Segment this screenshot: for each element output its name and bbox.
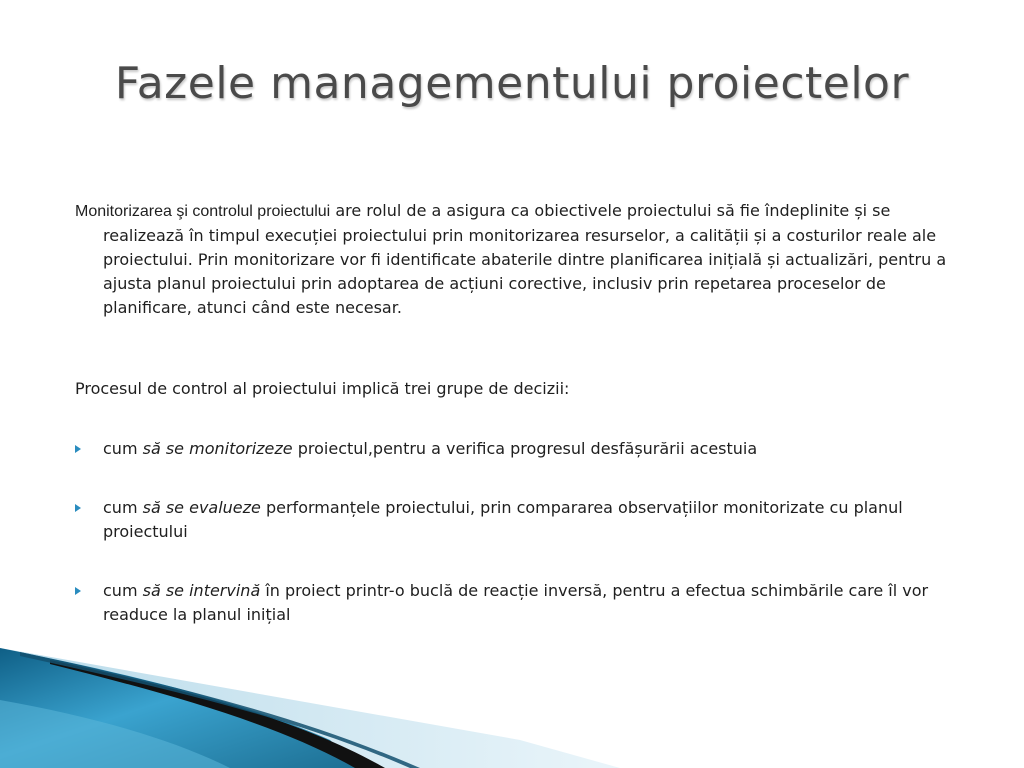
monitoring-paragraph: [75, 199, 955, 320]
bullet-italic: să se evalueze: [142, 498, 261, 517]
bullet-text: [103, 496, 953, 544]
bullet-italic: să se monitorizeze: [142, 439, 293, 458]
slide-title: Fazele managementului proiectelor: [114, 58, 910, 109]
bullet-rest: proiectul,pentru a verifica progresul desfășurării acestuia: [292, 439, 758, 458]
bullet-text: [103, 437, 953, 461]
wave-light-band: [0, 700, 230, 768]
triangle-bullet-icon: [75, 445, 81, 453]
triangle-bullet-icon: [75, 587, 81, 595]
bullet-italic: să se intervină: [142, 581, 261, 600]
control-intro: Procesul de control al proiectului implică trei grupe de decizii:: [75, 379, 570, 398]
wave-dark-line: [20, 652, 420, 768]
wave-pale-band: [0, 648, 620, 768]
bullet-prefix: cum: [103, 439, 143, 458]
monitoring-text: are rolul de a asigura ca obiectivele proiectului să fie îndeplinite și se realizează în timpul execuției proiectului prin monitorizarea resurselor, a calității și a costurilor reale ale proiectului. Prin monitorizare vor fi identificate abaterile dintre planificarea inițială și actualizări, pentru a ajusta planul proiectului prin adoptarea de acțiuni corective, inclusiv prin repetarea proceselor de planificare, atunci când este necesar.: [103, 201, 947, 317]
bullet-rest: performanțele proiectului, prin compararea observațiilor monitorizate cu planul proiectului: [103, 498, 903, 541]
triangle-bullet-icon: [75, 504, 81, 512]
bullet-text: [103, 579, 953, 627]
bullet-rest: în proiect printr-o buclă de reacție inversă, pentru a efectua schimbările care îl vor readuce la planul inițial: [103, 581, 929, 624]
wave-black-band: [50, 660, 385, 768]
bullet-prefix: cum: [103, 498, 143, 517]
wave-blue-band: [0, 648, 360, 768]
bullet-prefix: cum: [103, 581, 143, 600]
monitoring-lead: Monitorizarea şi controlul proiectului: [75, 203, 331, 220]
